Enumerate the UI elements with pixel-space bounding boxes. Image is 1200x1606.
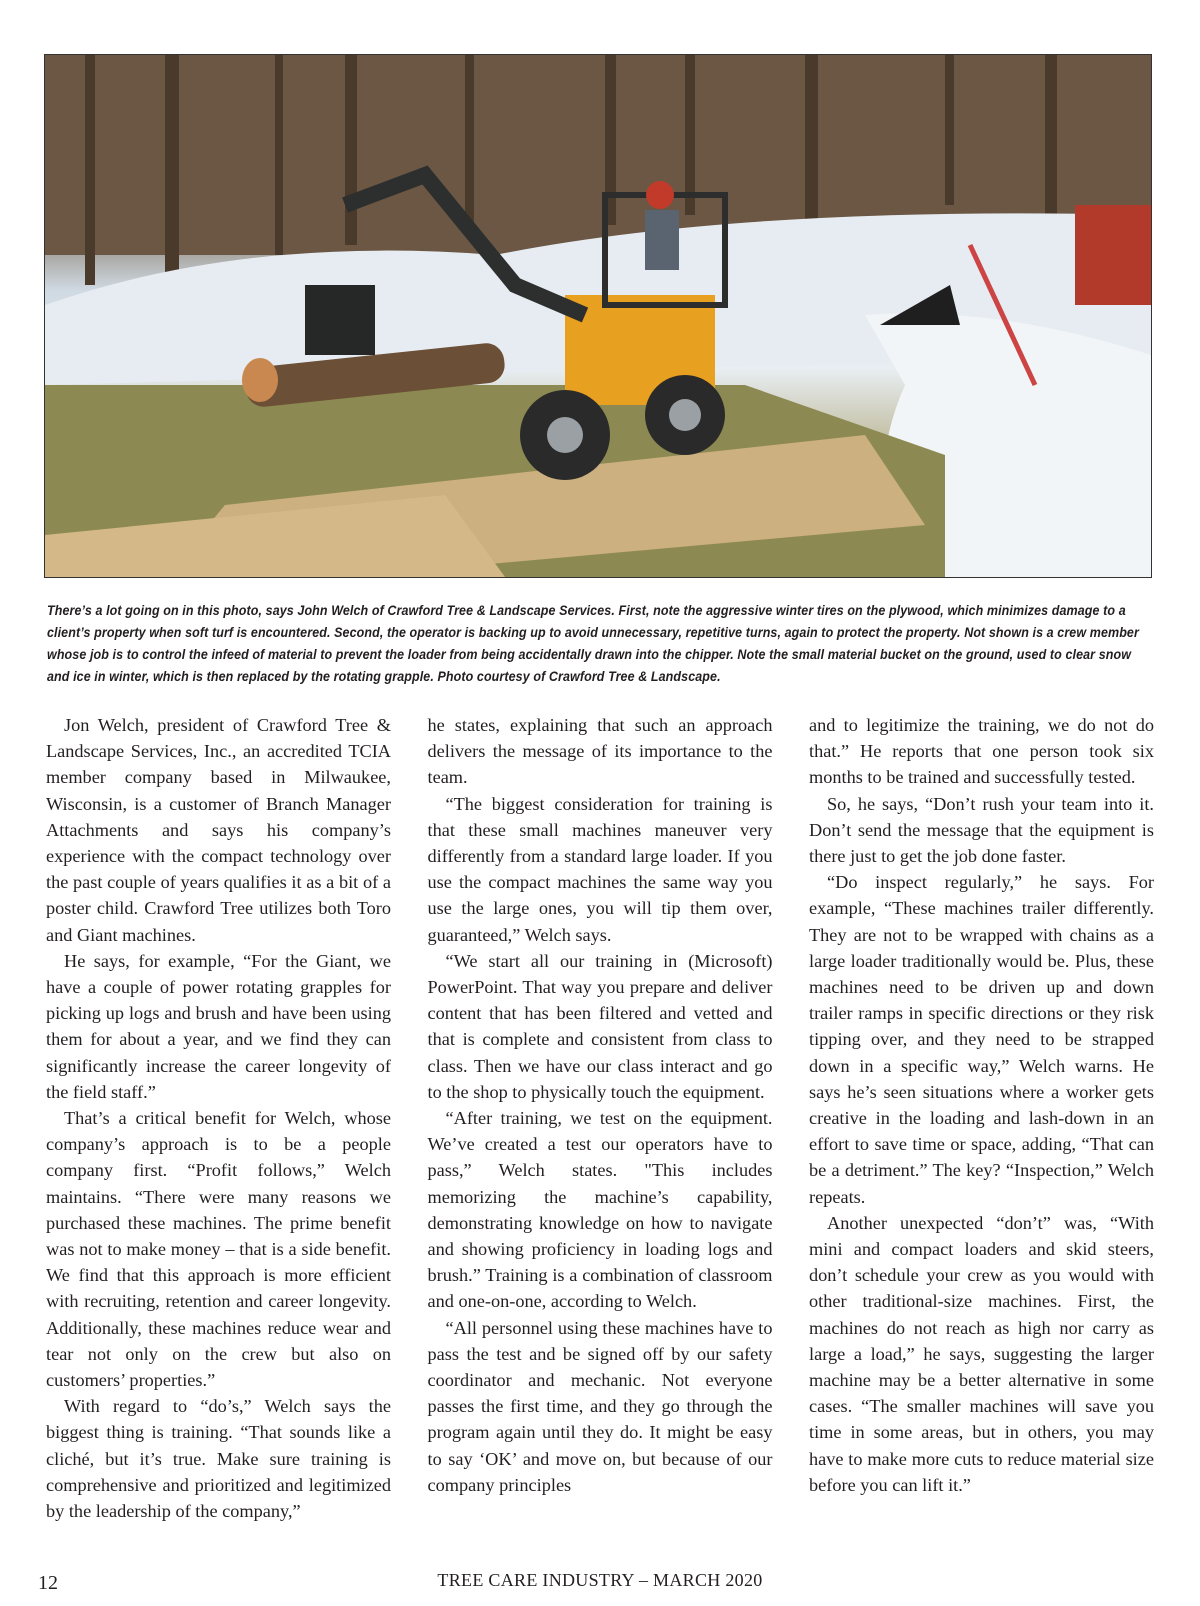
paragraph: Jon Welch, president of Crawford Tree & Landscape Services, Inc., an accredited TCIA member company based in Milwaukee, Wisconsin, is a customer of Branch Manager Attachments and says his company’s experience with the compact technology over the past couple of years qualifies it as a bit of a poster child. Crawford Tree utilizes both Toro and Giant machines. (46, 715, 391, 945)
paragraph: Another unexpected “don’t” was, “With mini and compact loaders and skid steers, don’t schedule your crew as you would with other traditional-size machines. First, the machines do not reach as high nor carry as large a load,” he says, suggesting the larger machine may be a better alternative in some cases. “The smaller machines will save you time in some areas, but in others, you may have to make more cuts to reduce material size before you can lift it.” (809, 1212, 1154, 1495)
paragraph: “We start all our training in (Microsoft) PowerPoint. That way you prepare and deliver content that has been filtered and vetted and that is complete and consistent from class to class. Then we have our class interact and go to the shop to physically touch the equipment. (427, 950, 773, 1102)
paragraph: he states, explaining that such an approach delivers the message of its importance to the team. (427, 715, 773, 788)
paragraph: “After training, we test on the equipment. We’ve created a test our operators have to pass,” Welch states. "This includes memorizing the machine’s capability, demonstrating knowledge on how to navigate and showing proficiency in loading logs and brush.” Training is a combination of classroom and one-on-one, according to Welch. (427, 1108, 773, 1312)
paragraph: “The biggest consideration for training is that these small machines maneuver very differently from a standard large loader. If you use the compact machines the same way you use the large ones, you will tip them over, guaranteed,” Welch says. (427, 793, 773, 945)
paragraph: With regard to “do’s,” Welch says the biggest thing is training. “That sounds like a cliché, but it’s true. Make sure training is comprehensive and prioritized and legitimized by the leadership of the company,” (46, 1396, 391, 1522)
article-photo (44, 54, 1152, 578)
paragraph: That’s a critical benefit for Welch, whose company’s approach is to be a people company first. “Profit follows,” Welch maintains. “There were many reasons we purchased these machines. The prime benefit was not to make money – that is a side benefit. We find that this approach is more efficient with recruiting, retention and career longevity. Additionally, these machines reduce wear and tear not only on the crew but also on customers’ properties.” (46, 1108, 391, 1391)
paragraph: He says, for example, “For the Giant, we have a couple of power rotating grapples for picking up logs and brush and have been using them for about a year, and we find they can significantly increase the career longevity of the field staff.” (46, 950, 391, 1102)
article-body (46, 712, 1154, 1522)
article-column-3 (809, 712, 1154, 1512)
page-number: 12 (38, 1572, 58, 1594)
paragraph: and to legitimize the training, we do not do that.” He reports that one person took six months to be trained and successfully tested. (809, 715, 1154, 788)
publication-footer: TREE CARE INDUSTRY – MARCH 2020 (437, 1570, 763, 1590)
photo-illustration (45, 55, 1151, 577)
paragraph: So, he says, “Don’t rush your team into it. Don’t send the message that the equipment is there just to get the job done faster. (809, 793, 1154, 867)
article-column-2 (428, 712, 773, 1512)
paragraph: “All personnel using these machines have to pass the test and be signed off by our safety coordinator and mechanic. Not everyone passes the first time, and they go through the program again until they do. It might be easy to say ‘OK’ and move on, but because of our company principles (427, 1317, 773, 1495)
paragraph: “Do inspect regularly,” he says. For example, “These machines trailer differently. They are not to be wrapped with chains as a large loader traditionally would be. Plus, these machines need to be driven up and down trailer ramps in specific directions or they risk tipping over, and they need to be strapped down in a specific way,” Welch warns. He says he’s seen situations where a worker gets creative in the loading and lash-down in an effort to save time or space, adding, “That can be a detriment.” The key? “Inspection,” Welch repeats. (809, 872, 1154, 1207)
article-column-1 (46, 712, 391, 1522)
photo-caption: There’s a lot going on in this photo, says John Welch of Crawford Tree & Landscape Services. First, note the aggressive winter tires on the plywood, which minimizes damage to a client’s property when soft turf is encountered. Second, the operator is backing up to avoid unnecessary, repetitive turns, again to protect the property. Not shown is a crew member whose job is to control the infeed of material to prevent the loader from being accidentally drawn into the chipper. Note the small material bucket on the ground, used to clear snow and ice in winter, which is then replaced by the rotating grapple. Photo courtesy of Crawford Tree & Landscape. (47, 603, 1139, 684)
